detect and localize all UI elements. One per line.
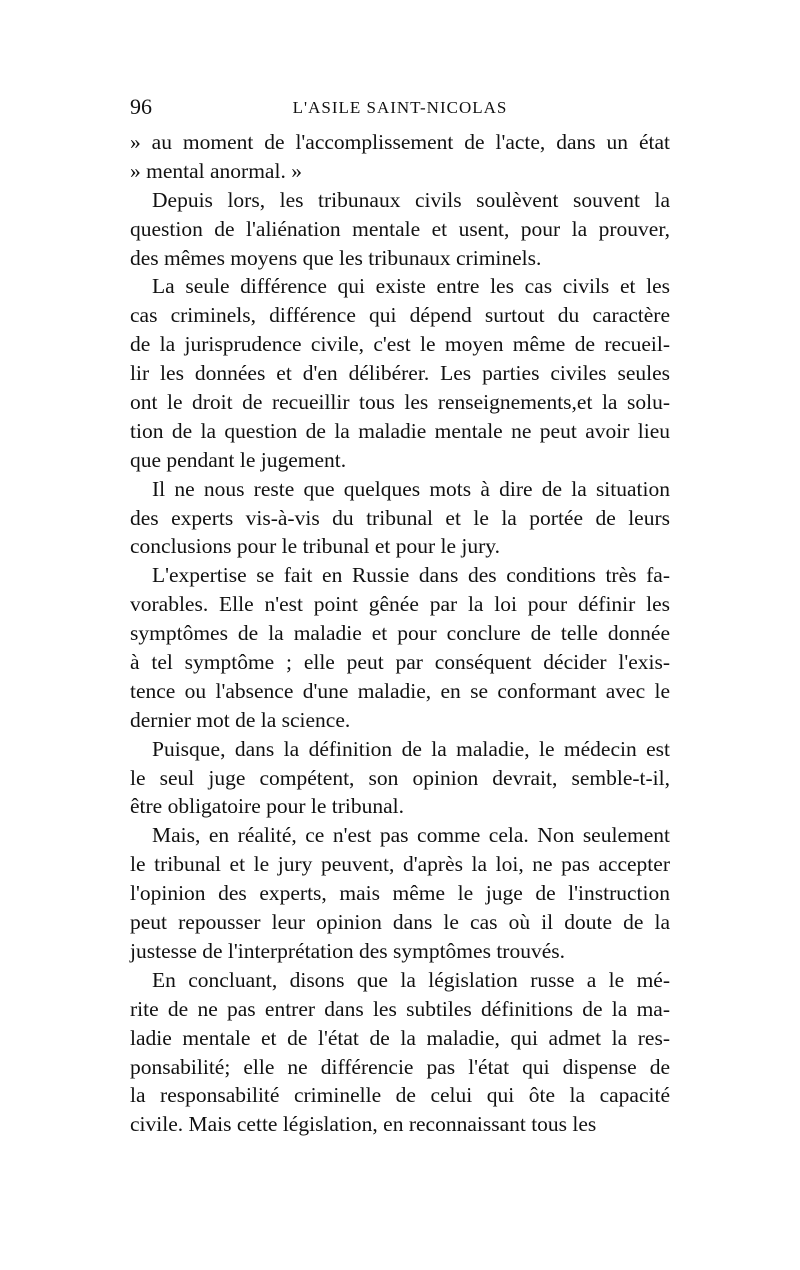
text-line: rite de ne pas entrer dans les subtiles définitions de la ma-: [130, 996, 670, 1021]
text-line: symptômes de la maladie et pour conclure de telle donnée: [130, 621, 670, 646]
text-line: En concluant, disons que la législation russe a le mé-: [152, 967, 670, 992]
text-line: civile. Mais cette législation, en reconnaissant tous les: [130, 1112, 597, 1137]
paragraph: [130, 821, 670, 965]
text-line: Depuis lors, les tribunaux civils soulèvent souvent la: [152, 187, 670, 212]
text-line: de la jurisprudence civile, c'est le moyen même de recueil-: [130, 332, 670, 357]
text-line: » au moment de l'accomplissement de l'acte, dans un état: [130, 130, 670, 154]
text-line: dernier mot de la science.: [130, 707, 351, 732]
text-line: question de l'aliénation mentale et usent, pour la prouver,: [130, 216, 670, 241]
text-line: des mêmes moyens que les tribunaux criminels.: [130, 245, 542, 270]
text-line: le tribunal et le jury peuvent, d'après la loi, ne pas accepter: [130, 852, 670, 877]
paragraph: [130, 186, 670, 273]
page-number: 96: [130, 94, 152, 119]
paragraph: [130, 735, 670, 822]
text-line: ont le droit de recueillir tous les renseignements,et la solu-: [130, 390, 670, 415]
text-line: lir les données et d'en délibérer. Les parties civiles seules: [130, 361, 670, 386]
text-line: le seul juge compétent, son opinion devrait, semble-t-il,: [130, 765, 670, 790]
text-line: tion de la question de la maladie mentale ne peut avoir lieu: [130, 418, 670, 443]
text-line: Puisque, dans la définition de la maladie, le médecin est: [152, 736, 670, 761]
text-line: ladie mentale et de l'état de la maladie, qui admet la res-: [130, 1025, 670, 1050]
text-line: La seule différence qui existe entre les cas civils et les: [152, 274, 670, 299]
text-line: Mais, en réalité, ce n'est pas comme cela. Non seulement: [152, 823, 670, 848]
text-line: justesse de l'interprétation des symptômes trouvés.: [130, 938, 565, 963]
paragraph: [130, 128, 670, 186]
running-head: L'ASILE SAINT-NICOLAS: [292, 98, 508, 117]
text-line: l'opinion des experts, mais même le juge de l'instruction: [130, 881, 670, 906]
text-line: vorables. Elle n'est point gênée par la loi pour définir les: [130, 592, 670, 617]
page-header: [130, 94, 670, 124]
paragraph: [130, 475, 670, 562]
text-line: Il ne nous reste que quelques mots à dire de la situation: [152, 476, 670, 501]
text-line: des experts vis-à-vis du tribunal et le la portée de leurs: [130, 505, 670, 530]
text-line: cas criminels, différence qui dépend surtout du caractère: [130, 303, 670, 328]
text-line: à tel symptôme ; elle peut par conséquent décider l'exis-: [130, 650, 670, 675]
text-line: que pendant le jugement.: [130, 447, 347, 472]
text-line: ponsabilité; elle ne différencie pas l'état qui dispense de: [130, 1054, 670, 1079]
text-line: être obligatoire pour le tribunal.: [130, 794, 405, 819]
text-line: L'expertise se fait en Russie dans des conditions très fa-: [152, 563, 670, 588]
text-line: conclusions pour le tribunal et pour le jury.: [130, 534, 500, 559]
text-line: la responsabilité criminelle de celui qui ôte la capacité: [130, 1083, 670, 1108]
body-text: [130, 128, 670, 1139]
paragraph: [130, 561, 670, 734]
text-line: peut repousser leur opinion dans le cas où il doute de la: [130, 910, 670, 935]
text-line: » mental anormal. »: [130, 158, 302, 183]
paragraph: [130, 966, 670, 1139]
paragraph: [130, 272, 670, 474]
text-line: tence ou l'absence d'une maladie, en se conformant avec le: [130, 678, 670, 703]
